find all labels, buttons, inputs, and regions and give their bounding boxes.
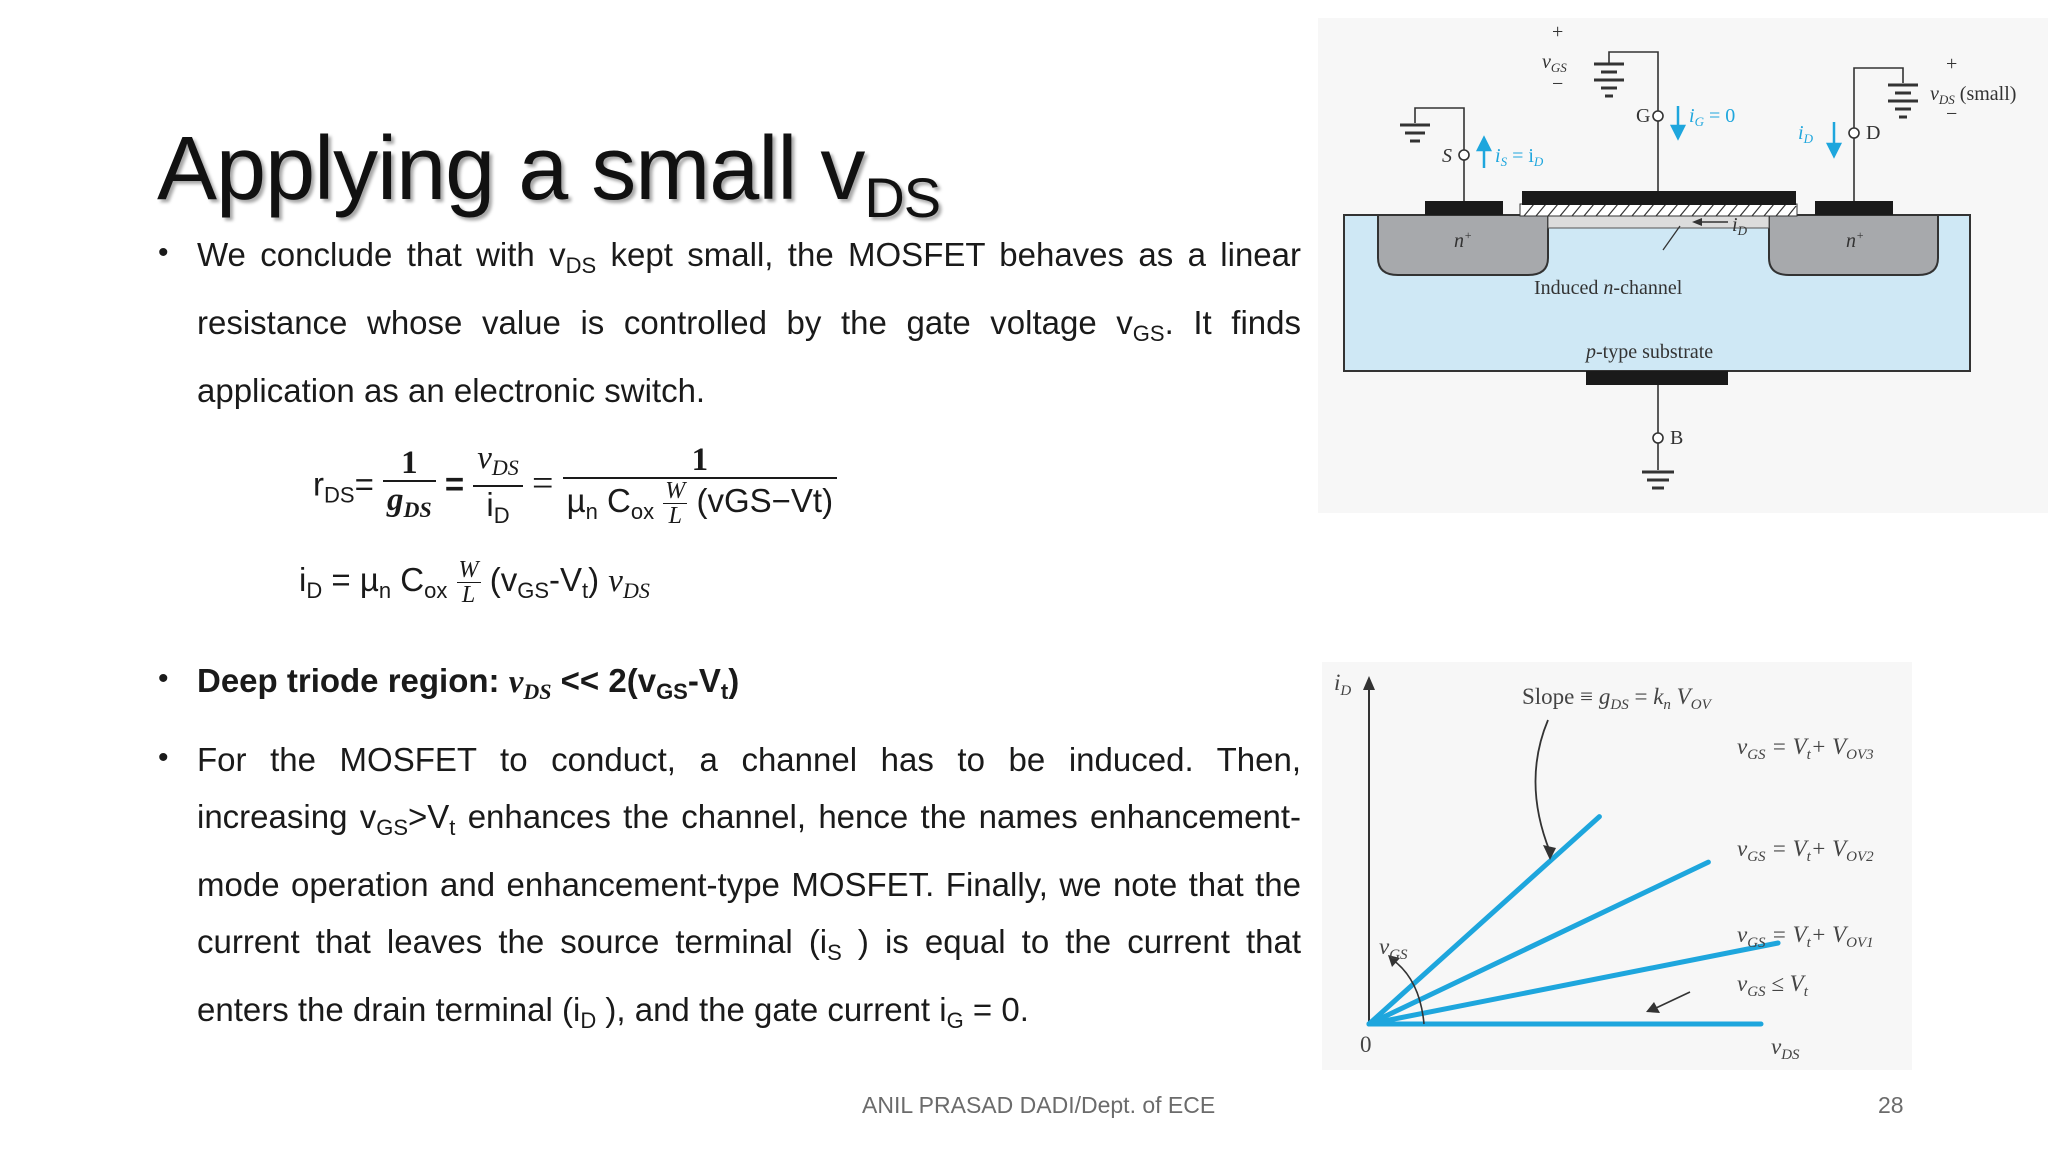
- x-axis-label: $v_{DS}$: [1771, 1034, 1800, 1063]
- series-label-vov2: $v_{GS} = V_t+ V_{OV2}$: [1737, 836, 1874, 865]
- id-vds-chart: [1322, 662, 1912, 1070]
- body-metal: [1586, 371, 1728, 385]
- ig-label: $i_G = 0$: [1689, 105, 1736, 129]
- footer-author: ANIL PRASAD DADI/Dept. of ECE: [862, 1092, 1216, 1118]
- bullet-marker: •: [158, 741, 169, 774]
- bullet-marker: •: [158, 662, 169, 695]
- vgs-angle-label: $v_{GS}$: [1379, 934, 1408, 963]
- title-text: Applying a small v: [157, 119, 865, 219]
- vgs-plus-label: +: [1552, 21, 1564, 43]
- id-top-label: $i_D$: [1798, 122, 1813, 146]
- id-equation: $i_D = \mu_n$ $C_{ox}$ $\frac{W}{L}$ $(v_{GS}-V_t)$ $v_{DS}$: [299, 557, 650, 608]
- title-subscript: DS: [864, 166, 941, 229]
- page-number: 28: [1878, 1092, 1904, 1118]
- gate-label: G: [1636, 105, 1651, 127]
- vds-minus-label: −: [1946, 103, 1958, 125]
- fraction-vds-over-id: $\frac{v_{DS}}{i_D}$: [473, 440, 523, 534]
- fraction-1-over-gds: $\frac{1}{g_{DS}}$: [383, 446, 436, 528]
- source-metal: [1425, 201, 1503, 215]
- chart-background: [1322, 662, 1912, 1070]
- is-label: $i_S = i_D$: [1495, 145, 1544, 169]
- body-label: B: [1670, 427, 1684, 449]
- slope-annotation: Slope ≡ $g_{DS} = k_n$ $V_{OV}$: [1522, 684, 1711, 713]
- drain-label: D: [1866, 122, 1881, 144]
- series-label-cutoff: $v_{GS} \le V_t$: [1737, 971, 1808, 1000]
- drain-terminal: [1849, 128, 1859, 138]
- bullet-3-paragraph: For the MOSFET to conduct, a channel has to be induced. Then, increasing $v_{GS}>V_t$ enhances the channel, hence the names enhancement-mode operation and enhancement-type MOSFET. Finally, we note that the current that leaves the source terminal ($i_S$ ) is equal to the current that enters the drain terminal ($i_D$ ), and the gate current $i_G = 0$.: [197, 741, 1302, 1033]
- origin-label: 0: [1360, 1032, 1372, 1057]
- vgs-minus-label: −: [1552, 73, 1564, 95]
- substrate-label: p-type substrate: [1586, 341, 1714, 363]
- n-plus-drain-label: n+: [1846, 228, 1865, 252]
- mosfet-cross-section-figure: [1318, 18, 2048, 513]
- vds-plus-label: +: [1946, 53, 1958, 75]
- vds-label: $v_{DS}$ (small): [1930, 83, 2017, 107]
- y-axis-label: $i_D$: [1334, 670, 1352, 699]
- slide-title: [157, 118, 940, 230]
- bullet-2-deep-triode: Deep triode region: $v_{DS} << 2(v_{GS}-V_t)$: [197, 662, 740, 704]
- fraction-1-over-mu-cox: 1 µ$_n$ $C_{ox}$ $\frac{W}{L}$ (vGS−Vt): [563, 443, 837, 530]
- gate-terminal: [1653, 111, 1663, 121]
- induced-channel-label: Induced n-channel: [1534, 277, 1683, 299]
- drain-metal: [1815, 201, 1893, 215]
- body-terminal: [1653, 433, 1663, 443]
- series-label-vov3: $v_{GS} = V_t+ V_{OV3}$: [1737, 734, 1874, 763]
- n-plus-source-label: n+: [1454, 228, 1473, 252]
- gate-metal: [1522, 191, 1796, 205]
- source-terminal: [1459, 150, 1469, 160]
- channel-id-label: $i_D$: [1732, 214, 1747, 238]
- vgs-label: $v_{GS}$: [1542, 51, 1567, 75]
- rds-equation: $r_{DS}=$ $\frac{1}{g_{DS}}$ = $\frac{v_{DS}}{i_D}$ = 1 µ$_n$ $C_{ox}$ $\frac{W}{L}$ (vGS−Vt): [313, 440, 837, 534]
- bullet-1-paragraph: We conclude that with $v_{DS}$ kept small, the MOSFET behaves as a linear resistance whose value is controlled by the gate voltage $v_{GS}$. It finds application as an electronic switch.: [197, 236, 1302, 409]
- source-label: S: [1442, 145, 1452, 167]
- bullet-marker: •: [158, 236, 169, 269]
- series-label-vov1: $v_{GS} = V_t+ V_{OV1}$: [1737, 922, 1874, 951]
